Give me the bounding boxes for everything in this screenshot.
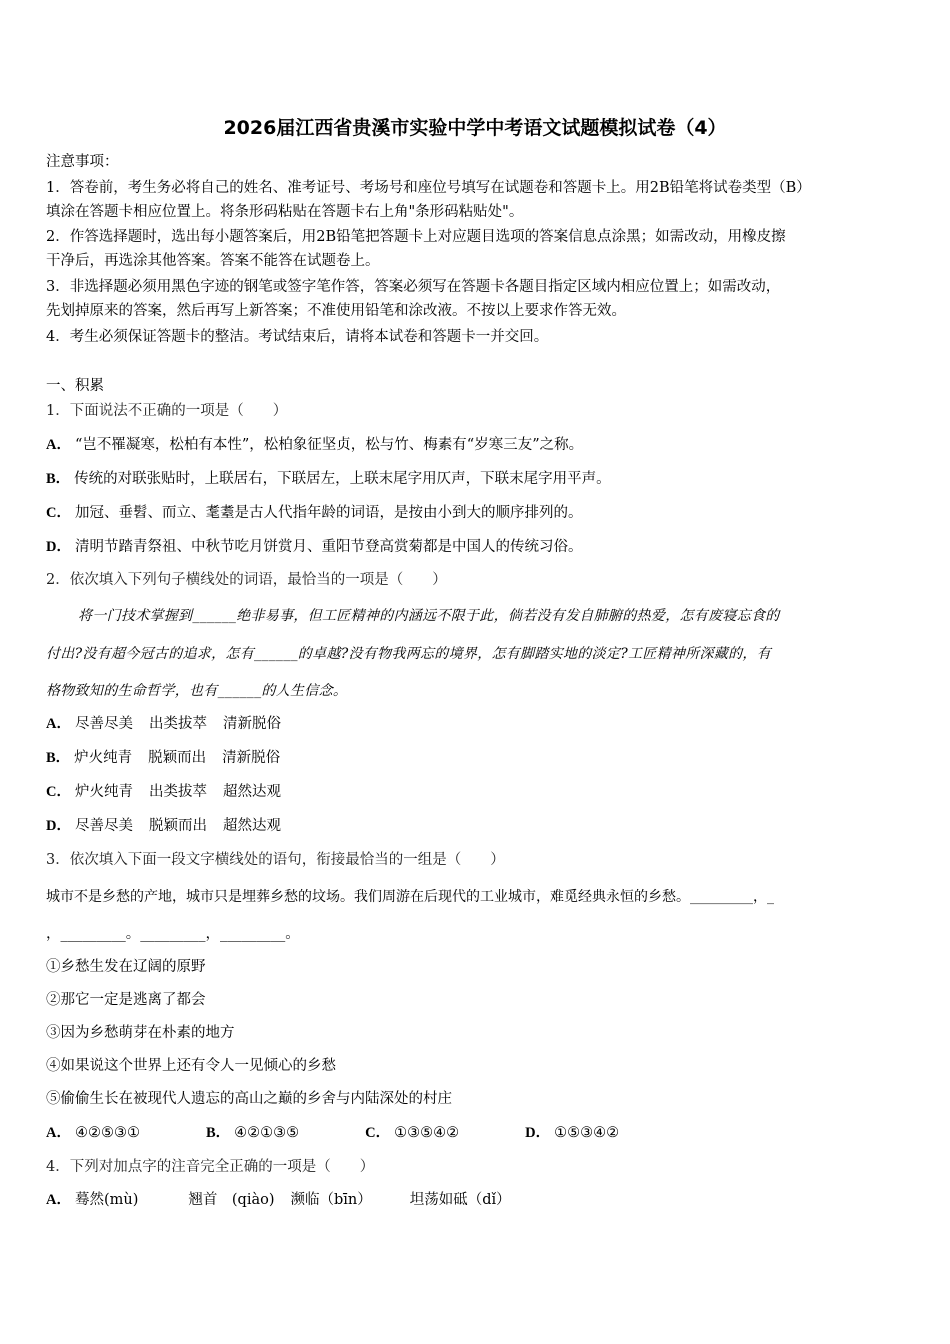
option-word: 炉火纯青 (74, 750, 133, 766)
q1-option-d (46, 537, 582, 557)
q3-sentence: ②那它一定是逃离了都会 (46, 992, 206, 1008)
option-text: ④②①③⑤ (234, 1125, 300, 1141)
q1-option-c (46, 503, 582, 523)
question-3-stem: 3．依次填入下面一段文字横线处的语句，衔接最恰当的一组是（ ） (46, 852, 505, 868)
question-2-stem: 2．依次填入下列句子横线处的词语，最恰当的一项是（ ） (46, 572, 447, 588)
option-word: 出类拔萃 (148, 784, 207, 800)
question-1-stem: 1．下面说法不正确的一项是（ ） (46, 403, 288, 419)
q3-sentence: ⑤偷偷生长在被现代人遗忘的高山之巅的乡舍与内陆深处的村庄 (46, 1091, 452, 1107)
q4-option-a (46, 1190, 511, 1210)
option-word: 蓦然(mù) (74, 1192, 139, 1208)
option-word: 濒临（bīn） (290, 1192, 372, 1208)
q2-passage-line: 格物致知的生命哲学，也有______的人生信念。 (46, 683, 348, 699)
q2-option-d (46, 816, 281, 836)
notice-line: 填涂在答题卡相应位置上。将条形码粘贴在答题卡右上角"条形码粘贴处"。 (46, 204, 524, 220)
notice-heading: 注意事项： (46, 154, 119, 170)
option-key: A． (46, 1192, 71, 1208)
option-word: 出类拔萃 (148, 716, 207, 732)
option-text: 加冠、垂髫、而立、耄耋是古人代指年龄的词语，是按由小到大的顺序排列的。 (74, 505, 583, 521)
notice-line: 3．非选择题必须用黑色字迹的钢笔或签字笔作答，答案必须写在答题卡各题目指定区域内相应位置上；如需改动， (46, 279, 781, 295)
notice-line: 2．作答选择题时，选出每小题答案后，用2B铅笔把答题卡上对应题目选项的答案信息点涂黑；如需改动，用橡皮擦 (46, 229, 786, 245)
q2-passage-line: 将一门技术掌握到______绝非易事，但工匠精神的内涵远不限于此，倘若没有发自肺腑的热爱，怎有废寝忘食的 (78, 608, 780, 624)
option-word: 尽善尽美 (74, 716, 133, 732)
q2-option-c (46, 782, 281, 802)
option-key: A． (46, 437, 71, 453)
option-word: 超然达观 (222, 784, 281, 800)
q3-passage-line: 城市不是乡愁的产地，城市只是埋葬乡愁的坟场。我们周游在后现代的工业城市，难觅经典永恒的乡愁。_________，_ (46, 889, 774, 905)
q3-passage-line: ，_________。_________，_________。 (46, 926, 300, 942)
notice-line: 先划掉原来的答案，然后再写上新答案；不准使用铅笔和涂改液。不按以上要求作答无效。 (46, 303, 626, 319)
q3-sentence: ③因为乡愁萌芽在朴素的地方 (46, 1025, 235, 1041)
option-text: ④②⑤③① (74, 1125, 140, 1141)
q3-options (46, 1123, 619, 1143)
option-key: C． (46, 784, 71, 800)
exam-title: 2026届江西省贵溪市实验中学中考语文试题模拟试卷（4） (223, 117, 727, 139)
question-4-stem: 4．下列对加点字的注音完全正确的一项是（ ） (46, 1159, 375, 1175)
notice-line: 1．答卷前，考生务必将自己的姓名、准考证号、考场号和座位号填写在试题卷和答题卡上。用2B铅笔将试卷类型（B） (46, 180, 811, 196)
option-word: 尽善尽美 (74, 818, 133, 834)
option-word: 炉火纯青 (74, 784, 133, 800)
option-text: 清明节踏青祭祖、中秋节吃月饼赏月、重阳节登高赏菊都是中国人的传统习俗。 (74, 539, 583, 555)
option-text: 传统的对联张贴时，上联居右，下联居左，上联末尾字用仄声，下联末尾字用平声。 (74, 471, 611, 487)
option-word: 清新脱俗 (222, 750, 281, 766)
q1-option-b (46, 469, 611, 489)
option-key: B． (46, 750, 71, 766)
option-key: A． (46, 1125, 71, 1141)
q3-sentence: ④如果说这个世界上还有令人一见倾心的乡愁 (46, 1058, 336, 1074)
option-word: 脱颖而出 (148, 818, 207, 834)
notice-line: 干净后，再选涂其他答案。答案不能答在试题卷上。 (46, 253, 380, 269)
option-text: ①③⑤④② (394, 1125, 460, 1141)
option-word: 翘首 (qiào) (188, 1192, 275, 1208)
q2-option-a (46, 714, 281, 734)
option-key: C． (365, 1125, 391, 1141)
option-word: 清新脱俗 (222, 716, 281, 732)
section-heading: 一、积累 (46, 378, 104, 394)
option-text: ①⑤③④② (554, 1125, 620, 1141)
notice-line: 4．考生必须保证答题卡的整洁。考试结束后，请将本试卷和答题卡一并交回。 (46, 329, 549, 345)
q3-sentence: ①乡愁生发在辽阔的原野 (46, 959, 206, 975)
q2-option-b (46, 748, 280, 768)
option-key: D． (46, 818, 71, 834)
option-key: C． (46, 505, 71, 521)
option-word: 坦荡如砥（dǐ） (409, 1192, 511, 1208)
option-key: D． (46, 539, 71, 555)
option-word: 超然达观 (222, 818, 281, 834)
option-key: D． (525, 1125, 551, 1141)
q2-passage-line: 付出?没有超今冠古的追求，怎有______的卓越?没有物我两忘的境界，怎有脚踏实地的淡定?工匠精神所深藏的，有 (46, 646, 772, 662)
q1-option-a (46, 435, 583, 455)
option-word: 脱颖而出 (148, 750, 207, 766)
option-key: A． (46, 716, 71, 732)
option-key: B． (46, 471, 71, 487)
option-text: “岂不罹凝寒，松柏有本性”，松柏象征坚贞，松与竹、梅素有“岁寒三友”之称。 (74, 437, 584, 453)
option-key: B． (205, 1125, 231, 1141)
